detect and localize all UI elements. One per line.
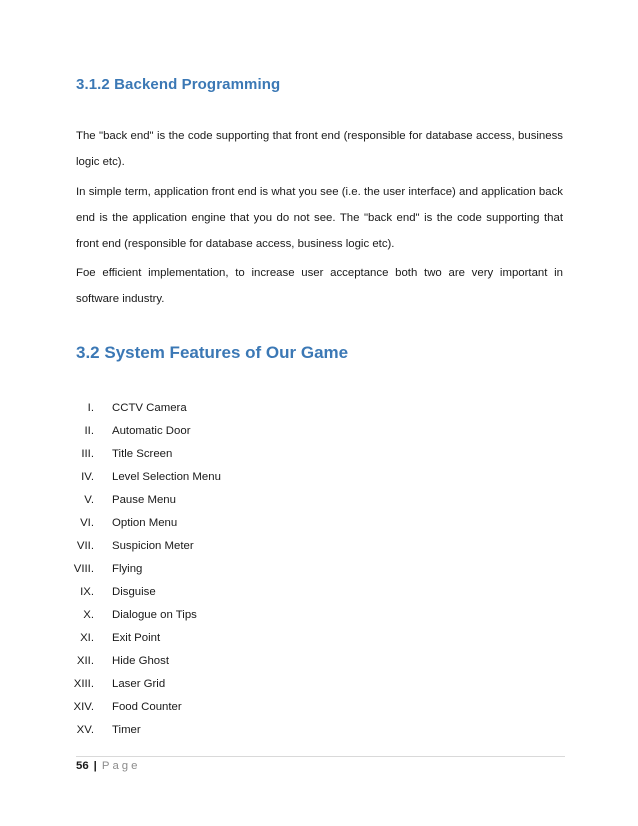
list-numeral: XIII. (73, 677, 94, 690)
list-numeral: XII. (76, 654, 94, 667)
features-list (60, 396, 221, 741)
list-label: Disguise (112, 585, 156, 598)
list-label: Laser Grid (112, 677, 166, 690)
backend-paragraph-3: Foe efficient implementation, to increase user acceptance both two are very important in software industry. (76, 267, 563, 305)
list-item (60, 557, 221, 580)
footer-page-label: Page (101, 760, 141, 772)
list-item (60, 442, 221, 465)
list-label: Food Counter (112, 700, 182, 713)
backend-programming-heading: 3.1.2 Backend Programming (76, 76, 281, 93)
list-numeral: X. (83, 608, 94, 621)
list-numeral: VIII. (73, 562, 94, 575)
list-numeral: VII. (76, 539, 94, 552)
list-label: Title Screen (112, 447, 173, 460)
list-label: Flying (112, 562, 143, 575)
list-item (60, 672, 221, 695)
list-numeral: XI. (80, 631, 94, 644)
list-item (60, 718, 221, 741)
list-label: Pause Menu (112, 493, 176, 506)
list-label: Option Menu (112, 516, 178, 529)
list-numeral: XV. (76, 723, 94, 736)
list-label: Suspicion Meter (112, 539, 194, 552)
backend-paragraph-2: In simple term, application front end is what you see (i.e. the user interface) and application back end is the application engine that you do not see. The "back end" is the code supporting that front end (responsible for database access, business logic etc). (76, 186, 563, 250)
list-item (60, 465, 221, 488)
list-item (60, 603, 221, 626)
list-label: Dialogue on Tips (112, 608, 197, 621)
list-label: Hide Ghost (112, 654, 169, 667)
list-item (60, 396, 221, 419)
list-numeral: III. (81, 447, 94, 460)
list-label: Timer (112, 723, 141, 736)
list-numeral: IV. (81, 470, 94, 483)
list-label: Exit Point (112, 631, 161, 644)
backend-paragraph-1: The "back end" is the code supporting that front end (responsible for database access, business logic etc). (76, 130, 563, 168)
list-item (60, 534, 221, 557)
list-item (60, 488, 221, 511)
list-numeral: I. (87, 401, 94, 414)
footer-divider (76, 756, 565, 757)
list-item (60, 580, 221, 603)
page-number: 56 (76, 760, 89, 772)
page-footer (76, 760, 140, 772)
list-numeral: V. (84, 493, 94, 506)
list-numeral: VI. (80, 516, 94, 529)
list-item (60, 419, 221, 442)
list-item (60, 626, 221, 649)
list-label: CCTV Camera (112, 401, 187, 414)
list-numeral: XIV. (73, 700, 94, 713)
list-item (60, 695, 221, 718)
system-features-heading: 3.2 System Features of Our Game (76, 343, 349, 362)
list-item (60, 511, 221, 534)
list-label: Automatic Door (112, 424, 191, 437)
list-item (60, 649, 221, 672)
footer-separator: | (93, 760, 97, 772)
list-numeral: II. (84, 424, 94, 437)
list-numeral: IX. (80, 585, 94, 598)
list-label: Level Selection Menu (112, 470, 221, 483)
